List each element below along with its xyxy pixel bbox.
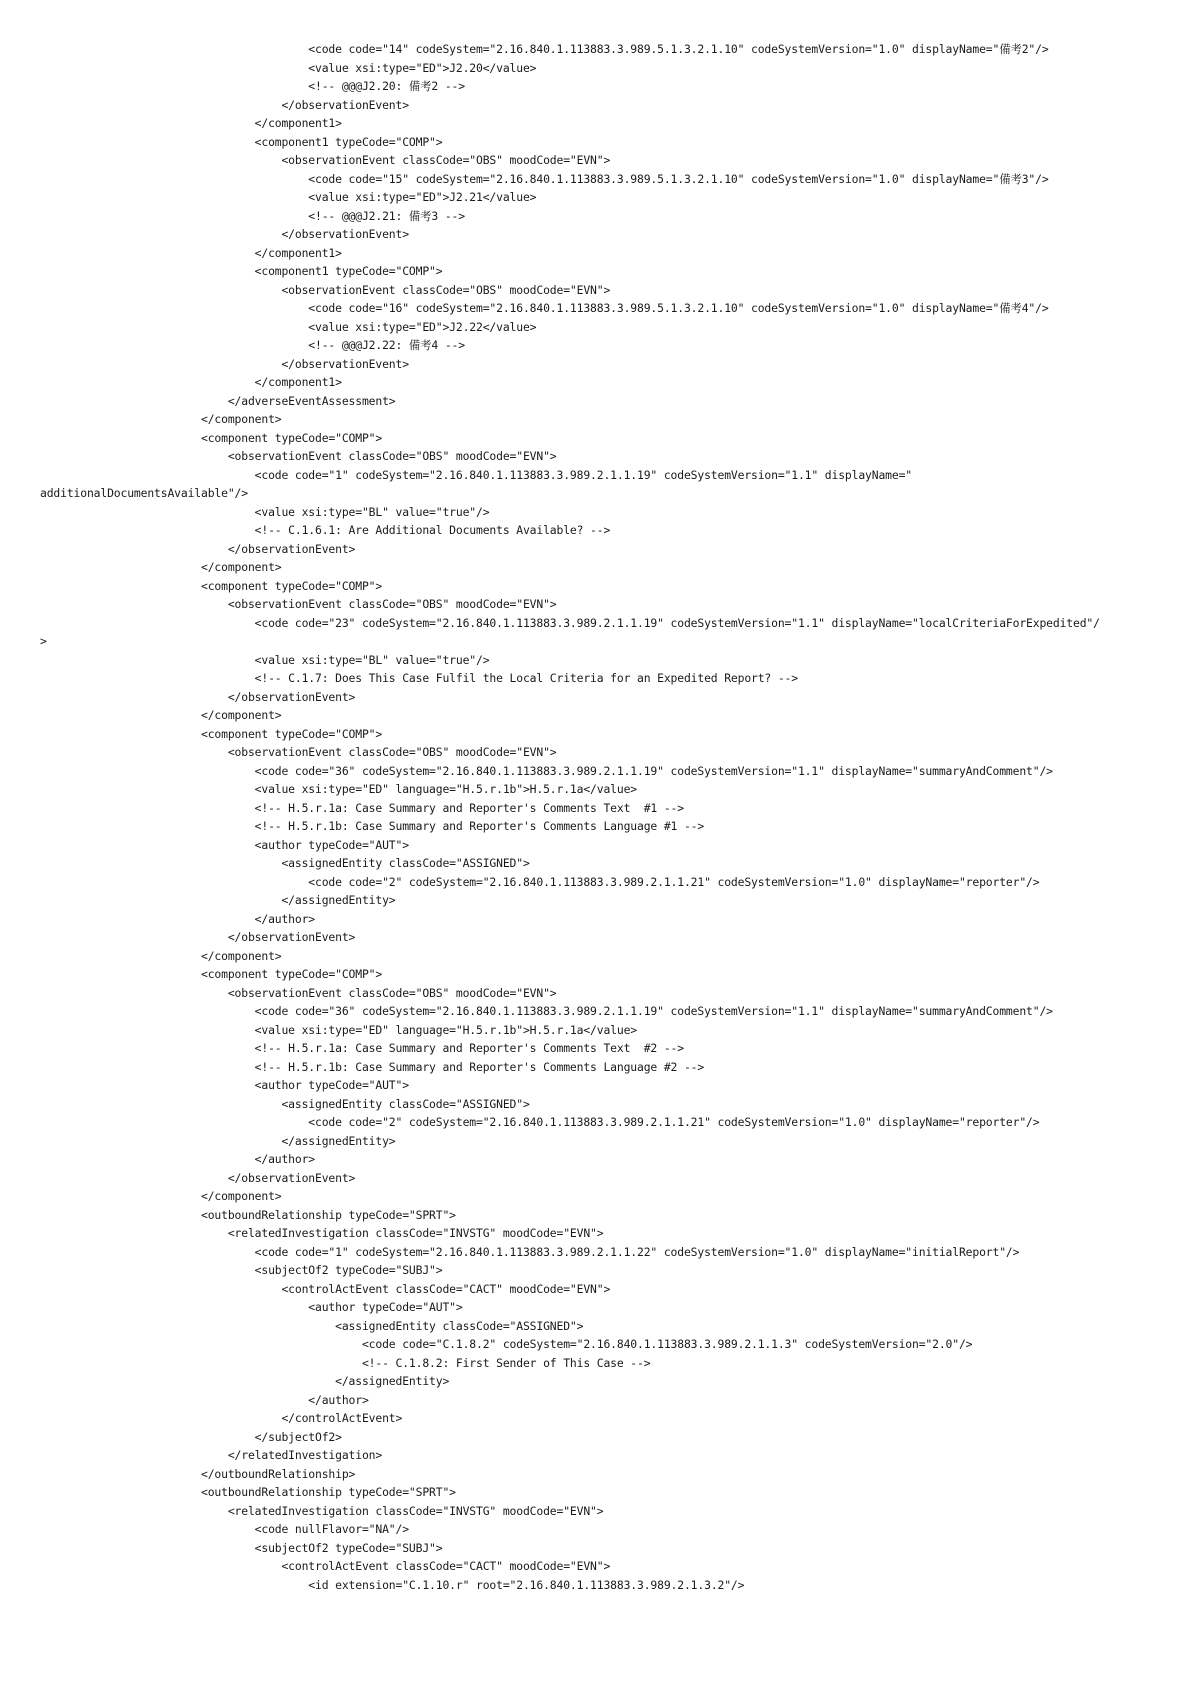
code-line: <!-- H.5.r.1b: Case Summary and Reporter's Comments Language #2 --> [40,1059,705,1074]
code-line: <!-- C.1.8.2: First Sender of This Case --> [40,1355,651,1370]
code-line: <code code="2" codeSystem="2.16.840.1.113883.3.989.2.1.1.21" codeSystemVersion="1.0" displayName="reporter"/> [40,874,1040,889]
code-line: </component1> [40,375,342,389]
code-line: </author> [40,1152,316,1166]
code-line: </assignedEntity> [40,893,396,907]
code-line: <assignedEntity classCode="ASSIGNED"> [40,1318,584,1333]
code-line: <observationEvent classCode="OBS" moodCode="EVN"> [40,153,611,167]
code-line: </component> [40,412,282,426]
code-line: </component1> [40,116,342,130]
code-line: </author> [40,911,316,926]
code-line: </component1> [40,245,342,260]
code-line: <relatedInvestigation classCode="INVSTG" moodCode="EVN"> [40,1226,604,1240]
code-line: <code code="1" codeSystem="2.16.840.1.113883.3.989.2.1.1.19" codeSystemVersion="1.1" displayName=" [40,467,913,482]
code-line: <value xsi:type="BL" value="true"/> [40,504,490,519]
code-line: <code code="36" codeSystem="2.16.840.1.113883.3.989.2.1.1.19" codeSystemVersion="1.1" displayName="summaryAndComment"/> [40,1004,1053,1018]
code-line: <!-- H.5.r.1b: Case Summary and Reporter's Comments Language #1 --> [40,819,705,833]
code-line: > [40,634,47,648]
code-line: <!-- H.5.r.1a: Case Summary and Reporter's Comments Text #1 --> [40,800,684,815]
code-line: </observationEvent> [40,689,356,704]
code-line: <author typeCode="AUT"> [40,1300,463,1314]
code-line: <code code="14" codeSystem="2.16.840.1.113883.3.989.5.1.3.2.1.10" codeSystemVersion="1.0" displayName="備考2"/> [40,42,1049,56]
code-line: <outboundRelationship typeCode="SPRT"> [40,1207,456,1222]
code-line: <controlActEvent classCode="CACT" moodCode="EVN"> [40,1559,611,1573]
code-line: <component1 typeCode="COMP"> [40,134,443,149]
code-line: </component> [40,708,282,722]
code-line: <component typeCode="COMP"> [40,430,383,445]
code-line: </observationEvent> [40,930,356,944]
code-line: </component> [40,948,282,963]
code-line: </outboundRelationship> [40,1466,356,1481]
code-line: </assignedEntity> [40,1374,450,1388]
code-line: <component1 typeCode="COMP"> [40,264,443,278]
xml-code-listing [40,40,1141,1594]
code-line: </adverseEventAssessment> [40,393,396,408]
code-line: <code code="C.1.8.2" codeSystem="2.16.840.1.113883.3.989.2.1.1.3" codeSystemVersion="2.0"/> [40,1337,973,1351]
code-line: <observationEvent classCode="OBS" moodCode="EVN"> [40,449,557,463]
code-line: <observationEvent classCode="OBS" moodCode="EVN"> [40,282,611,297]
code-line: <observationEvent classCode="OBS" moodCode="EVN"> [40,745,557,759]
code-line: </observationEvent> [40,1170,356,1185]
document-page [40,40,1141,1636]
code-line: <observationEvent classCode="OBS" moodCode="EVN"> [40,597,557,611]
code-line: <code nullFlavor="NA"/> [40,1522,409,1536]
code-line: <value xsi:type="ED" language="H.5.r.1b">H.5.r.1a</value> [40,1022,637,1037]
code-line: </component> [40,560,282,574]
code-line: <author typeCode="AUT"> [40,1078,409,1092]
code-line: <code code="2" codeSystem="2.16.840.1.113883.3.989.2.1.1.21" codeSystemVersion="1.0" displayName="reporter"/> [40,1115,1040,1129]
code-line: <author typeCode="AUT"> [40,837,409,852]
code-line: <id extension="C.1.10.r" root="2.16.840.1.113883.3.989.2.1.3.2"/> [40,1577,745,1592]
code-line: <code code="23" codeSystem="2.16.840.1.113883.3.989.2.1.1.19" codeSystemVersion="1.1" displayName="localCriteriaForExpedited"/ [40,615,1100,630]
code-line: <observationEvent classCode="OBS" moodCode="EVN"> [40,985,557,1000]
code-line: <value xsi:type="ED">J2.22</value> [40,319,537,334]
code-line: <!-- C.1.6.1: Are Additional Documents Available? --> [40,523,611,537]
code-line: <value xsi:type="ED" language="H.5.r.1b">H.5.r.1a</value> [40,782,637,796]
code-line: </component> [40,1189,282,1203]
code-line: <!-- @@@J2.21: 備考3 --> [40,208,465,223]
code-line: <value xsi:type="ED">J2.20</value> [40,60,537,75]
code-line: <!-- H.5.r.1a: Case Summary and Reporter's Comments Text #2 --> [40,1041,684,1055]
code-line: </assignedEntity> [40,1133,396,1148]
code-line: <assignedEntity classCode="ASSIGNED"> [40,856,530,870]
code-line: <code code="1" codeSystem="2.16.840.1.113883.3.989.2.1.1.22" codeSystemVersion="1.0" displayName="initialReport"/> [40,1244,1020,1259]
code-line: <component typeCode="COMP"> [40,578,383,593]
code-line: <subjectOf2 typeCode="SUBJ"> [40,1540,443,1555]
code-line: </controlActEvent> [40,1411,403,1425]
code-line: <value xsi:type="BL" value="true"/> [40,652,490,667]
code-line: <code code="36" codeSystem="2.16.840.1.113883.3.989.2.1.1.19" codeSystemVersion="1.1" displayName="summaryAndComment"/> [40,763,1053,778]
code-line: <outboundRelationship typeCode="SPRT"> [40,1485,456,1499]
code-line: <!-- @@@J2.22: 備考4 --> [40,338,465,352]
code-line: <assignedEntity classCode="ASSIGNED"> [40,1096,530,1111]
code-line: <code code="15" codeSystem="2.16.840.1.113883.3.989.5.1.3.2.1.10" codeSystemVersion="1.0" displayName="備考3"/> [40,171,1049,186]
code-line: <relatedInvestigation classCode="INVSTG" moodCode="EVN"> [40,1503,604,1518]
code-line: <!-- @@@J2.20: 備考2 --> [40,79,465,93]
code-line: </relatedInvestigation> [40,1448,383,1462]
code-line: </observationEvent> [40,541,356,556]
code-line: </author> [40,1392,369,1407]
code-line: </observationEvent> [40,97,409,112]
code-line: </observationEvent> [40,227,409,241]
code-line: </observationEvent> [40,356,409,371]
code-line: </subjectOf2> [40,1429,342,1444]
code-line: <component typeCode="COMP"> [40,726,383,741]
code-line: <code code="16" codeSystem="2.16.840.1.113883.3.989.5.1.3.2.1.10" codeSystemVersion="1.0" displayName="備考4"/> [40,301,1049,315]
code-line: additionalDocumentsAvailable"/> [40,486,248,500]
code-line: <component typeCode="COMP"> [40,967,383,981]
code-line: <subjectOf2 typeCode="SUBJ"> [40,1263,443,1277]
code-line: <value xsi:type="ED">J2.21</value> [40,190,537,204]
code-line: <controlActEvent classCode="CACT" moodCode="EVN"> [40,1281,611,1296]
code-line: <!-- C.1.7: Does This Case Fulfil the Local Criteria for an Expedited Report? --> [40,671,798,685]
